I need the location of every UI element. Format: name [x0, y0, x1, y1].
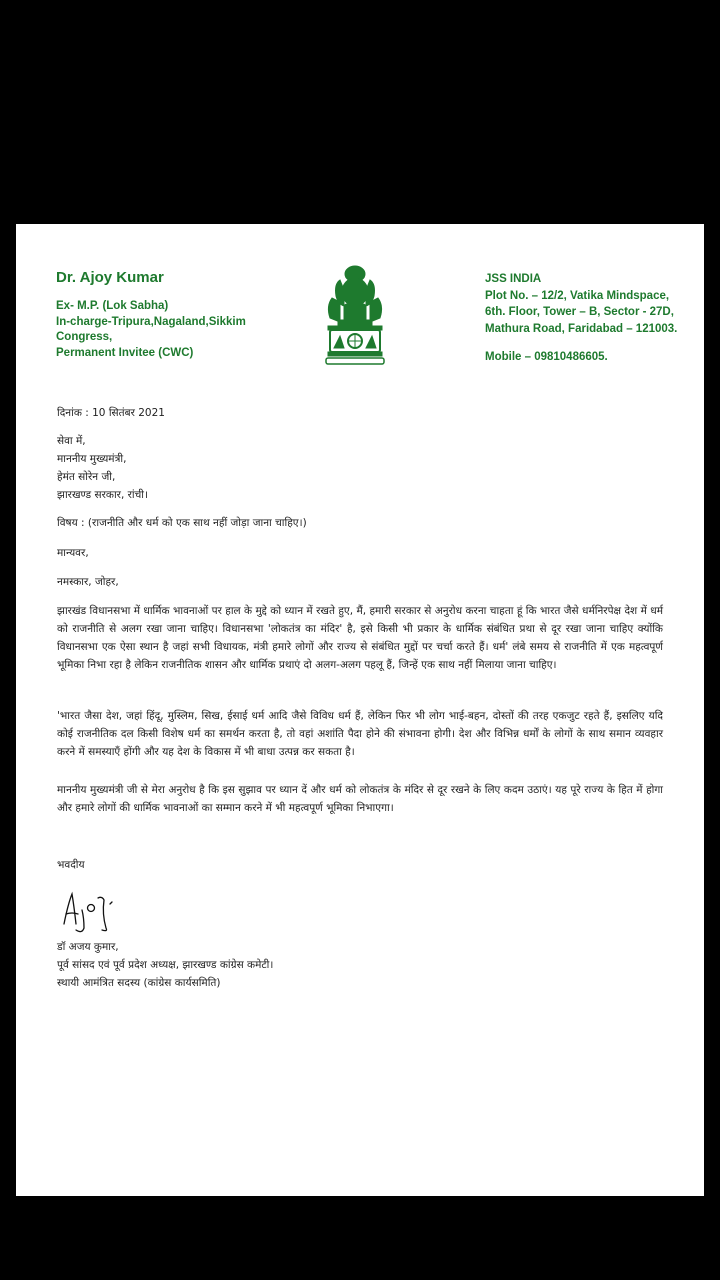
recipient-line: माननीय मुख्यमंत्री,	[57, 453, 127, 465]
signature-icon	[58, 884, 128, 934]
letter-page	[16, 224, 704, 1196]
sender-designation	[56, 299, 246, 361]
address-line: JSS INDIA	[485, 273, 542, 285]
recipient-line: झारखण्ड सरकार, रांची।	[57, 489, 149, 501]
letter-paragraph: झारखंड विधानसभा में धार्मिक भावनाओं पर हाल के मुद्दे को ध्यान में रखते हुए, मैं, हमारी सरकार से अनुरोध करना चाहता हूं कि भारत जैसे धर्मनिरपेक्ष देश में धर्म को राजनीति से अलग रखा जाना चाहिए। विधानसभा 'लोकतंत्र का मंदिर' है, इसे किसी भी प्रकार के धार्मिक संबंधित प्रथा से दूर रखा जाना चाहिए क्योंकि विधानसभा एक ऐसा स्थान है जहां सभी विधायक, मंत्री हमारे लोगों और राज्य से संबंधित मुद्दों पर चर्चा करते हैं। धर्म' लंबे समय से राजनीति में एक महत्वपूर्ण भूमिका निभा रहा है लेकिन राजनीतिक शासन और धार्मिक प्रथाएं दो अलग-अलग पहलू हैं, जिन्हें एक साथ नहीं मिलाया जाना चाहिए।	[57, 605, 663, 671]
sender-address	[485, 271, 677, 366]
letter-paragraph: माननीय मुख्यमंत्री जी से मेरा अनुरोध है कि इस सुझाव पर ध्यान दें और धर्म को लोकतंत्र के मंदिर से दूर रखने के लिए कदम उठाएं। यह पूरे राज्य के हित में होगा और हमारे लोगों की धार्मिक भावनाओं का सम्मान करने में भी महत्वपूर्ण भूमिका निभाएगा।	[57, 784, 663, 814]
address-line: Plot No. – 12/2, Vatika Mindspace,	[485, 289, 670, 302]
signer-block	[57, 938, 663, 992]
recipient-block	[57, 432, 663, 504]
letter-closing: भवदीय	[57, 859, 85, 871]
recipient-line: सेवा में,	[57, 435, 86, 447]
designation-line: Congress,	[56, 331, 113, 343]
letter-subject: विषय : (राजनीति और धर्म को एक साथ नहीं जोड़ा जाना चाहिए।)	[57, 517, 307, 529]
letter-paragraph: 'भारत जैसा देश, जहां हिंदू, मुस्लिम, सिख, ईसाई धर्म आदि जैसे विविध धर्म हैं, लेकिन फिर भी लोग भाई-बहन, दोस्तों की तरह एकजुट रहते हैं, इसलिए यदि कोई राजनीतिक दल किसी विशेष धर्म का समर्थन करता है, तो वहां अशांति पैदा होने की संभावना होगी। देश और विभिन्न धर्मों के लोगों के साथ समान व्यवहार करने में समस्याएँ होंगी और यह देश के विकास में भी बाधा उत्पन्न कर सकता है।	[57, 710, 663, 758]
designation-line: Ex- M.P. (Lok Sabha)	[56, 300, 169, 312]
letter-greeting: नमस्कार, जोहर,	[57, 576, 119, 588]
recipient-line: हेमंत सोरेन जी,	[57, 471, 116, 483]
designation-line: In-charge-Tripura,Nagaland,Sikkim	[56, 315, 246, 328]
sender-name: Dr. Ajoy Kumar	[56, 269, 164, 286]
address-line: Mathura Road, Faridabad – 121003.	[485, 322, 678, 335]
designation-line: Permanent Invitee (CWC)	[56, 346, 194, 359]
mobile-number: Mobile – 09810486605.	[485, 351, 608, 363]
signer-line: डॉ अजय कुमार,	[57, 941, 119, 953]
letter-date: दिनांक : 10 सितंबर 2021	[57, 407, 165, 419]
letter-salutation: मान्यवर,	[57, 547, 89, 559]
signer-line: पूर्व सांसद एवं पूर्व प्रदेश अध्यक्ष, झारखण्ड कांग्रेस कमेटी।	[57, 959, 274, 971]
address-line: 6th. Floor, Tower – B, Sector - 27D,	[485, 306, 674, 318]
signer-line: स्थायी आमंत्रित सदस्य (कांग्रेस कार्यसमिति)	[57, 977, 221, 989]
national-emblem-icon	[316, 262, 394, 370]
